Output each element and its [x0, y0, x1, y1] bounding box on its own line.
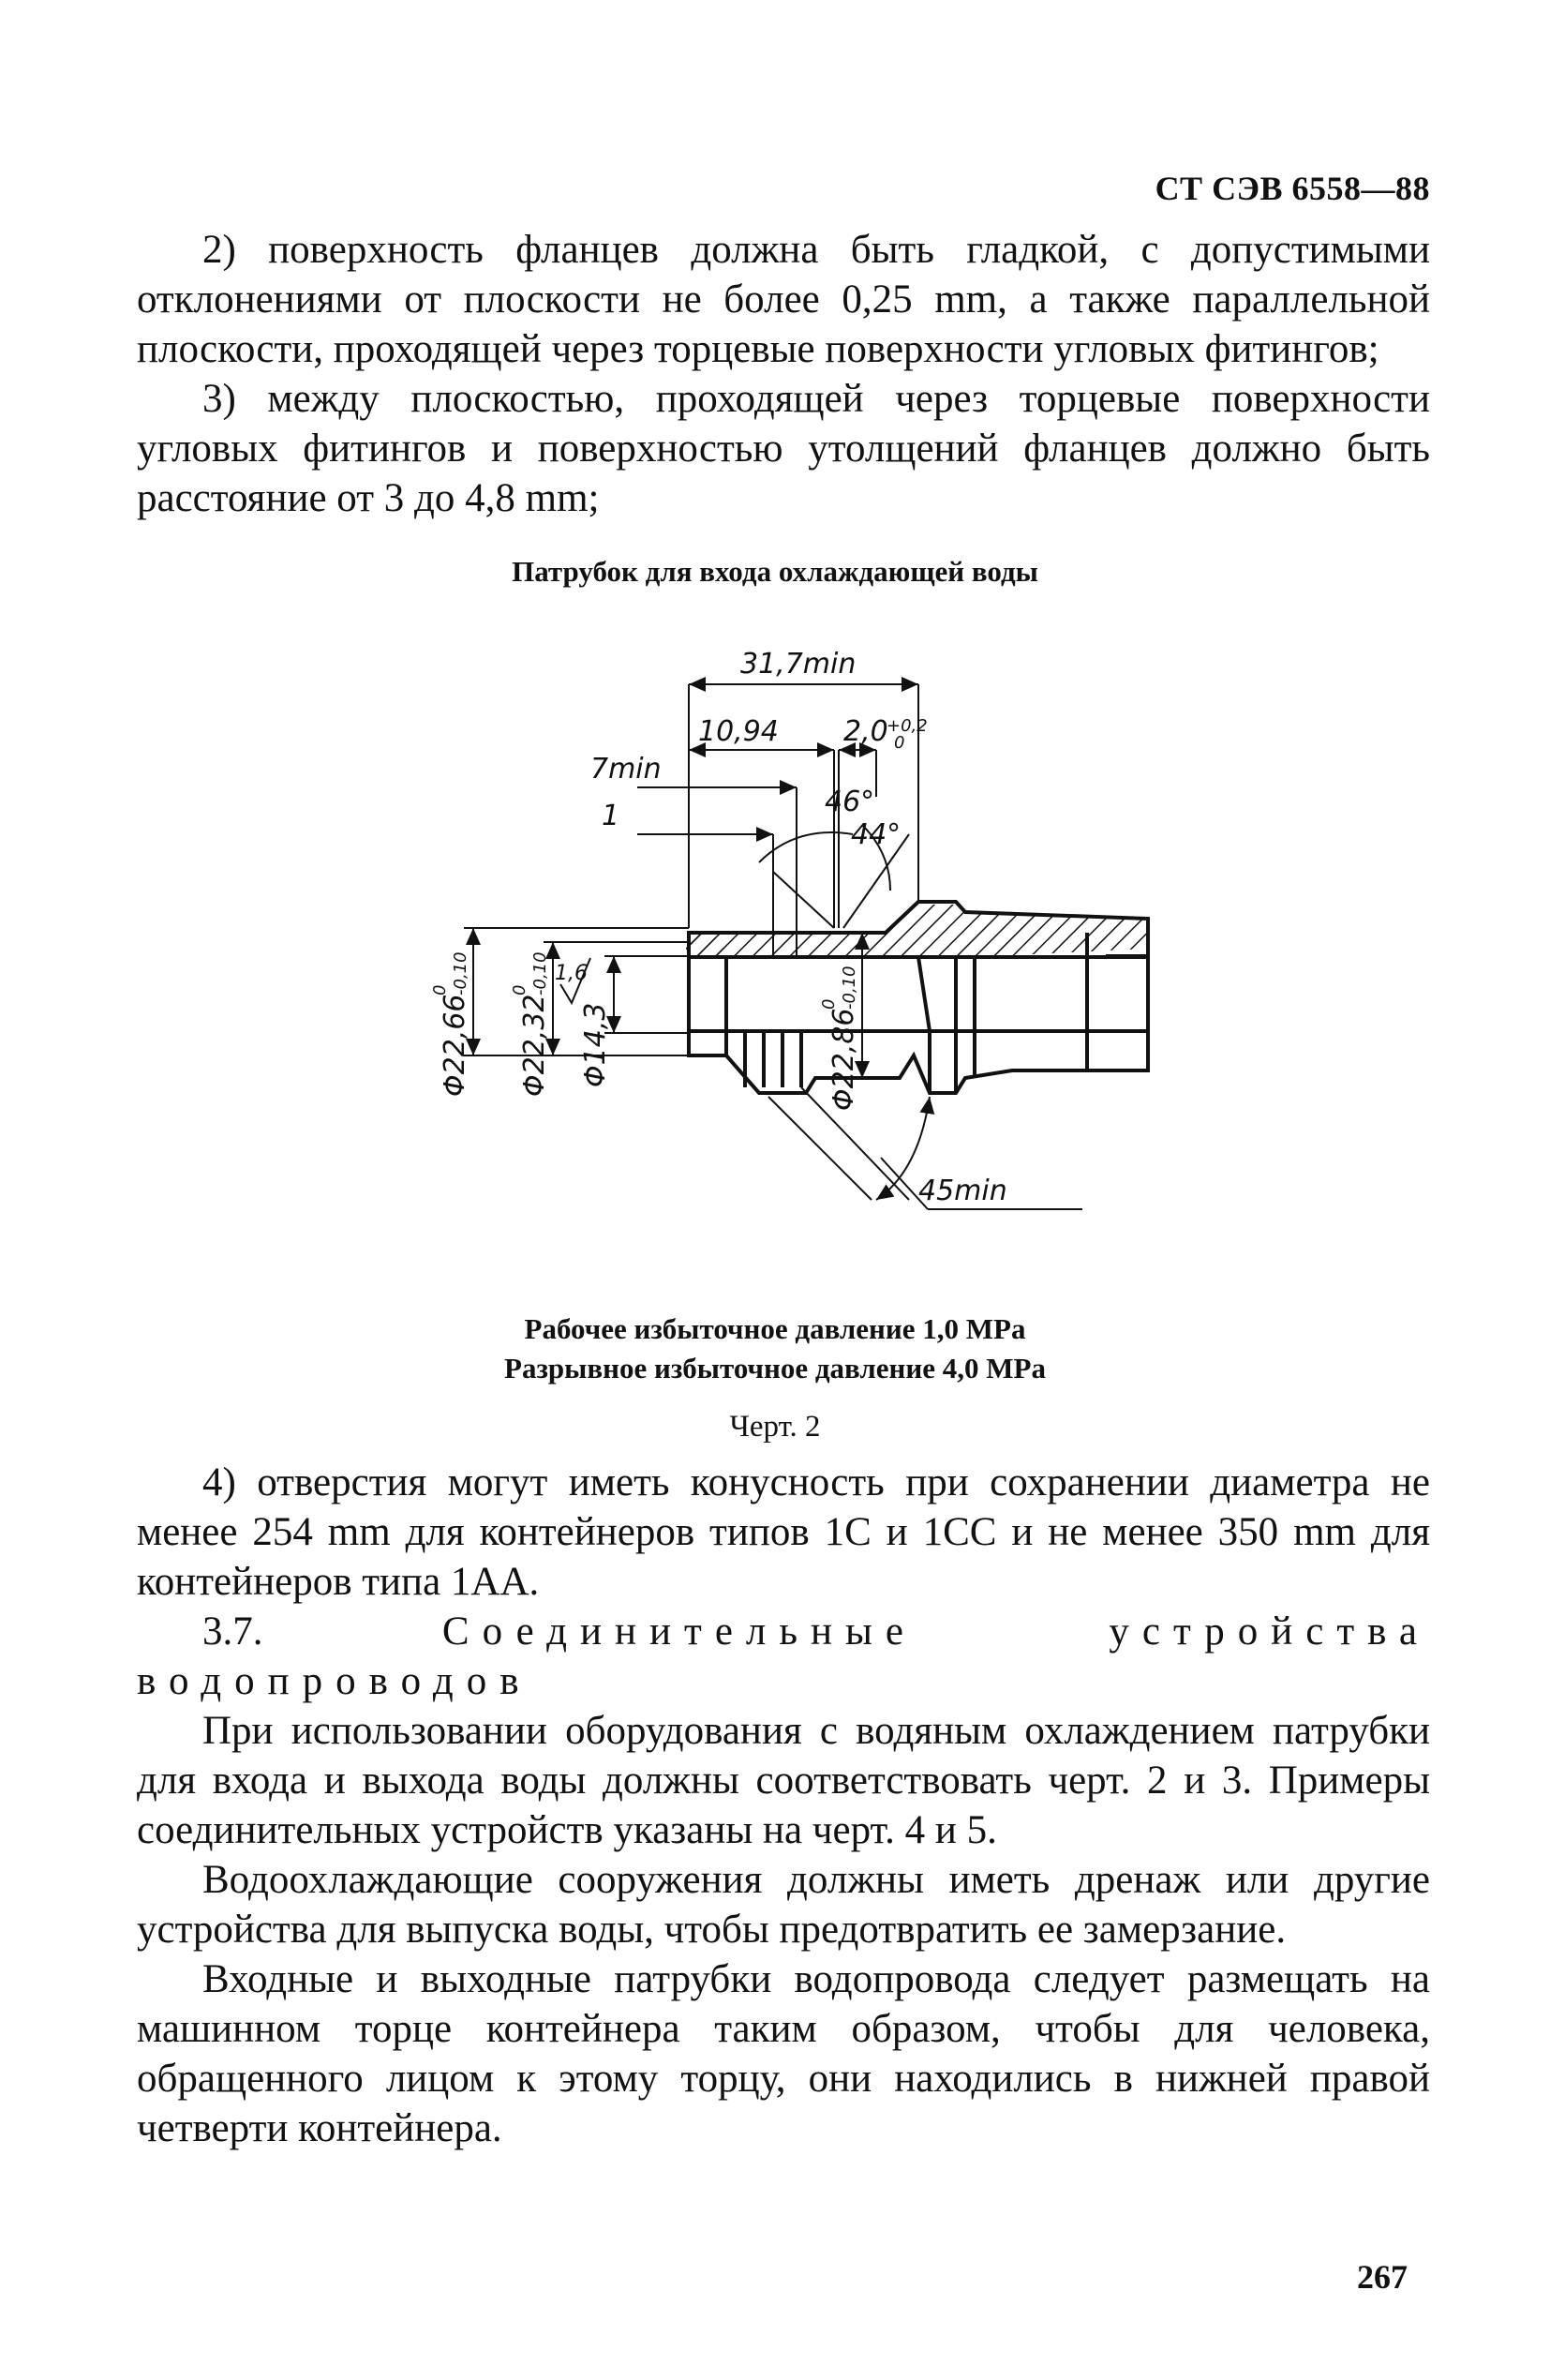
dim-angle-45-min: 45min: [918, 1175, 1007, 1207]
dim-dia-22-66: Φ22,66: [439, 994, 471, 1097]
paragraph-item-2: 2) поверхность фланцев должна быть гладкой, с допустимыми отклонениями от плоскости не более 0,25 mm, а также параллельной плоскости, проходящей через торцевые поверхности угловых фитингов;: [137, 228, 1430, 371]
dim-tol-22-32-lower: -0,10: [530, 951, 550, 995]
page-number: 267: [1357, 2258, 1408, 2296]
paragraph-item-3: 3) между плоскостью, проходящей через торцевые поверхности угловых фитингов и поверхностью утолщений фланцев должно быть расстояние от 3 до 4,8 mm;: [137, 377, 1430, 520]
section-heading: [137, 1607, 1430, 1706]
dim-total-length: 31,7min: [740, 648, 857, 681]
paragraph-item-4: 4) отверстия могут иметь конусность при сохранении диаметра не менее 254 mm для контейнеров типов 1С и 1СС и не менее 350 mm для контейнеров типа 1АА.: [137, 1460, 1430, 1604]
dim-10-94: 10,94: [698, 715, 779, 748]
caption-working-pressure: Рабочее избыточное давление 1,0 MPa: [524, 1312, 1026, 1345]
dim-dia-14-3: Φ14,3: [579, 1002, 612, 1087]
top-text-block: [137, 225, 1430, 523]
dim-tol-22-86-lower: -0,10: [840, 965, 859, 1010]
part-outline: [686, 902, 1148, 1093]
dim-angle-46: 46°: [825, 786, 875, 818]
dim-groove-width: 2,0: [843, 715, 888, 748]
dim-tol-22-86-upper: 0: [819, 998, 839, 1010]
dim-seven-min: 7min: [590, 753, 662, 786]
pipe-fitting-drawing: [356, 647, 1200, 1284]
dim-tol-22-66-lower: -0,10: [451, 951, 470, 995]
dim-tol-22-32-upper: 0: [510, 984, 529, 995]
drawing-label: Черт. 2: [729, 1410, 821, 1444]
dim-dia-22-32: Φ22,32: [518, 994, 551, 1097]
document-code-header: СТ СЭВ 6558—88: [1155, 170, 1430, 207]
paragraph-drainage: Водоохлаждающие сооружения должны иметь дренаж или другие устройства для выпуска воды, чтобы предотвратить ее замерзание.: [137, 1858, 1430, 1952]
caption-burst-pressure: Разрывное избыточное давление 4,0 MPa: [504, 1352, 1046, 1385]
section-title: Соединительные устройства водопроводов: [137, 1609, 1430, 1703]
figure-title: Патрубок для входа охлаждающей воды: [512, 555, 1038, 588]
paragraph-water-fittings: При использовании оборудования с водяным охлаждением патрубки для входа и выхода воды должны соответствовать черт. 2 и 3. Примеры соединительных устройств указаны на черт. 4 и 5.: [137, 1709, 1430, 1852]
dim-tol-22-66-upper: 0: [430, 984, 450, 995]
dim-one: 1: [602, 800, 620, 832]
section-number: 3.7.: [202, 1609, 263, 1654]
dim-angle-44: 44°: [851, 818, 902, 851]
dim-roughness: 1,6: [555, 962, 588, 985]
dim-dia-22-86: Φ22,86: [827, 1008, 860, 1111]
bottom-text-block: [137, 1458, 1430, 2153]
paragraph-placement: Входные и выходные патрубки водопровода следует размещать на машинном торце контейнера таким образом, чтобы для человека, обращенного лицом к этому торцу, они находились в нижней правой четверти контейнера.: [137, 1957, 1430, 2150]
dim-groove-tol-upper: +0,2: [887, 716, 928, 736]
dim-groove-tol-lower: 0: [894, 733, 905, 753]
